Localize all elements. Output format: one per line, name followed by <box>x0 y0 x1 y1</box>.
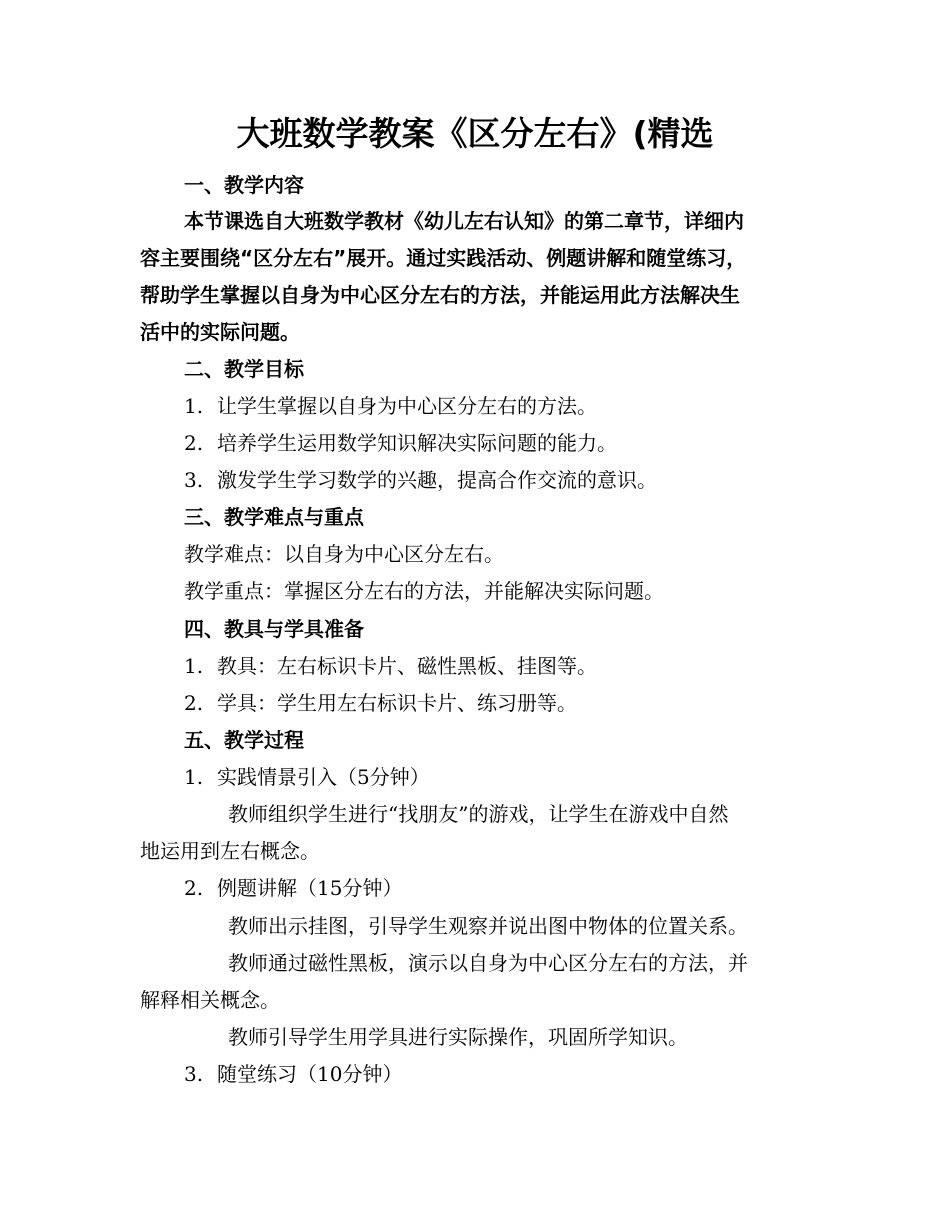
objective-item <box>184 462 657 499</box>
list-number: 2. <box>184 691 204 715</box>
section-heading-objectives: 二、教学目标 <box>184 357 304 381</box>
step-title-text: 实践情景引入（5分钟） <box>217 765 430 789</box>
process-step-title <box>184 1056 402 1093</box>
process-step-line: 教师引导学生用学具进行实际操作，巩固所学知识。 <box>228 1025 688 1049</box>
process-step-line: 解释相关概念。 <box>140 988 280 1012</box>
materials-text: 学具：学生用左右标识卡片、练习册等。 <box>217 691 577 715</box>
list-number: 1. <box>184 654 204 678</box>
materials-item <box>184 648 597 685</box>
objective-item <box>184 425 617 462</box>
section-heading-process: 五、教学过程 <box>184 728 304 752</box>
document-title: 大班数学教案《区分左右》(精选 <box>236 114 714 153</box>
list-number: 2. <box>184 431 204 455</box>
materials-text: 教具：左右标识卡片、磁性黑板、挂图等。 <box>217 654 597 678</box>
content-paragraph-line: 容主要围绕“区分左右”展开。通过实践活动、例题讲解和随堂练习， <box>140 246 747 270</box>
section-heading-key-points: 三、教学难点与重点 <box>184 505 364 529</box>
step-title-text: 随堂练习（10分钟） <box>217 1062 403 1086</box>
process-step-title <box>184 870 402 907</box>
list-number: 1. <box>184 765 204 789</box>
process-step-line: 教师通过磁性黑板，演示以自身为中心区分左右的方法，并 <box>228 951 748 975</box>
list-number: 2. <box>184 876 204 900</box>
content-paragraph-line: 本节课选自大班数学教材《幼儿左右认知》的第二章节，详细内 <box>184 209 744 233</box>
objective-text: 激发学生学习数学的兴趣，提高合作交流的意识。 <box>217 468 657 492</box>
materials-item <box>184 685 577 722</box>
objective-item <box>184 388 597 425</box>
list-number: 1. <box>184 394 204 418</box>
content-paragraph-line: 帮助学生掌握以自身为中心区分左右的方法，并能运用此方法解决生 <box>140 283 740 307</box>
process-step-title <box>184 759 430 796</box>
teaching-difficulty: 教学难点：以自身为中心区分左右。 <box>184 542 504 566</box>
list-number: 3. <box>184 468 204 492</box>
section-heading-materials: 四、教具与学具准备 <box>184 617 364 641</box>
step-title-text: 例题讲解（15分钟） <box>217 876 403 900</box>
objective-text: 培养学生运用数学知识解决实际问题的能力。 <box>217 431 617 455</box>
process-step-line: 教师出示挂图，引导学生观察并说出图中物体的位置关系。 <box>228 914 748 938</box>
list-number: 3. <box>184 1062 204 1086</box>
process-step-line: 地运用到左右概念。 <box>140 839 320 863</box>
teaching-focus: 教学重点：掌握区分左右的方法，并能解决实际问题。 <box>184 579 664 603</box>
process-step-line: 教师组织学生进行“找朋友”的游戏，让学生在游戏中自然 <box>228 802 729 826</box>
section-heading-content: 一、教学内容 <box>184 173 304 197</box>
objective-text: 让学生掌握以自身为中心区分左右的方法。 <box>217 394 597 418</box>
content-paragraph-line: 活中的实际问题。 <box>140 320 300 344</box>
